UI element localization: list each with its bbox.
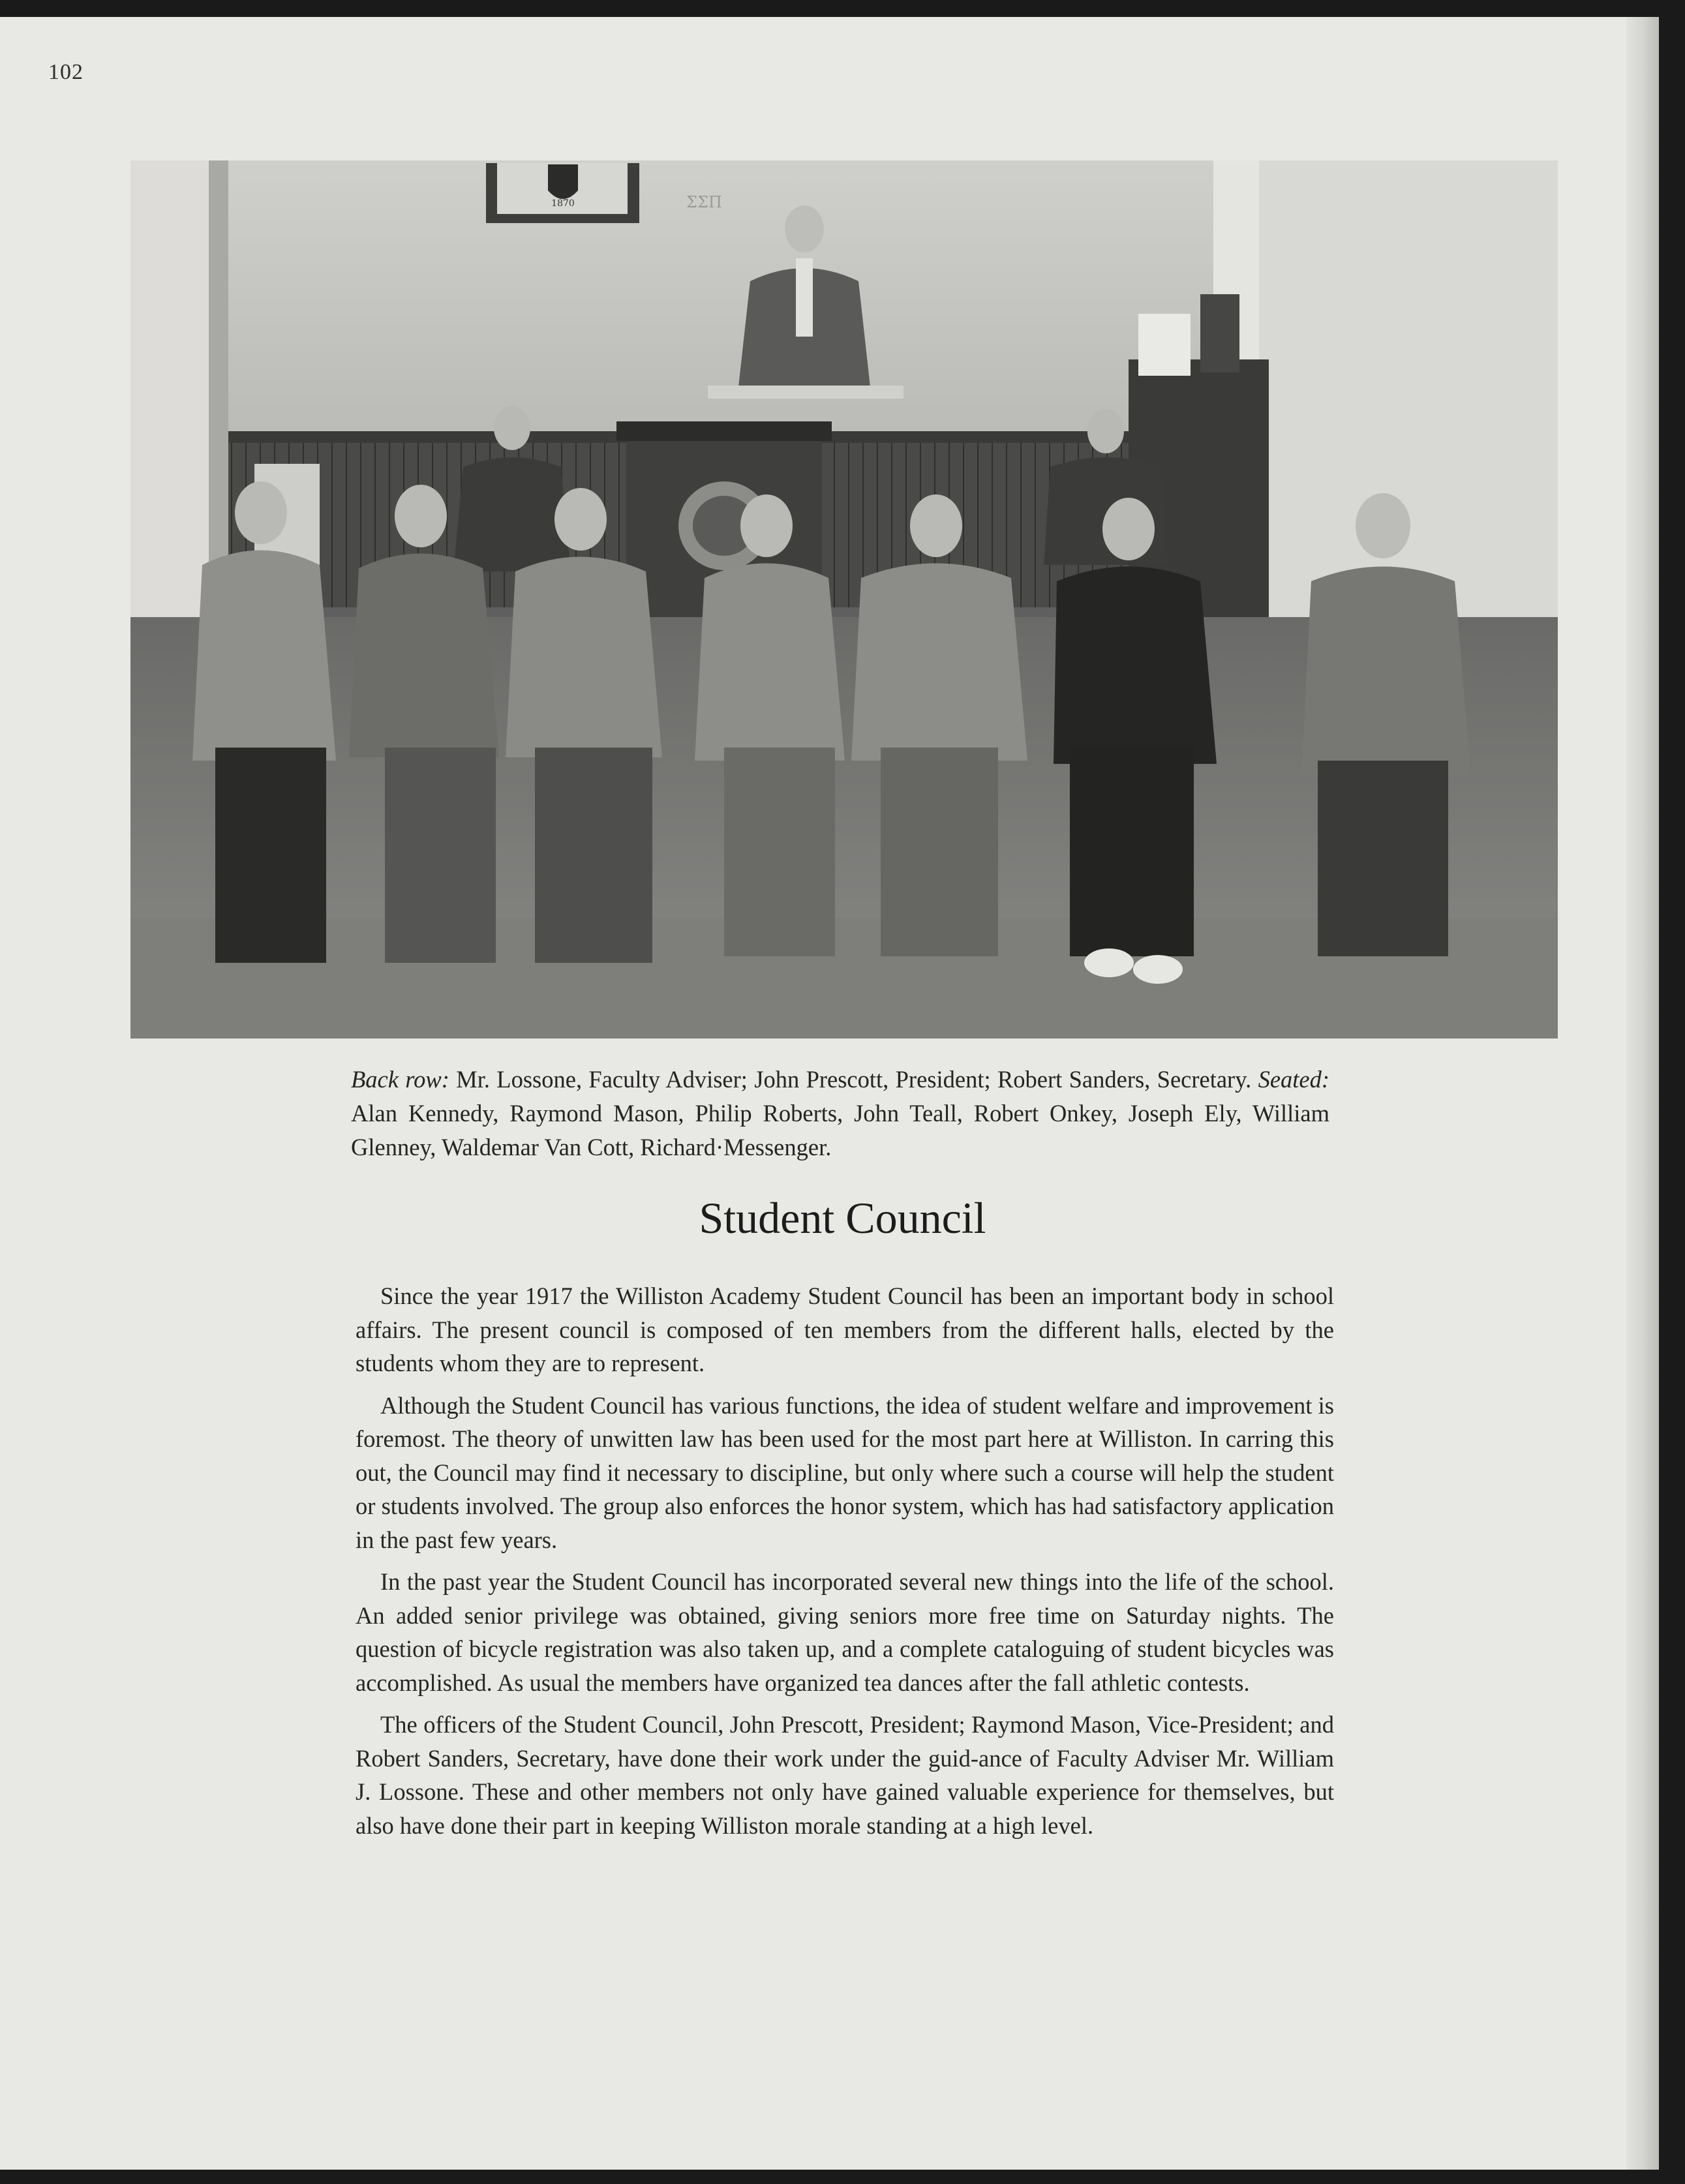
page-number: 102 (48, 60, 83, 84)
svg-text:ΣΣΠ: ΣΣΠ (686, 193, 722, 211)
back-row-names: Mr. Lossone, Faculty Adviser; John Prescott, President; Robert Sanders, Secretary. (456, 1066, 1252, 1093)
svg-text:1870: 1870 (551, 198, 575, 209)
group-photo (130, 160, 1558, 1039)
seated-label: Seated: (1258, 1066, 1330, 1093)
paragraph: Since the year 1917 the Williston Academy Student Council has been an important body in school affairs. The present council is composed of ten members from the different halls, elected by the students whom they are to represent. (356, 1282, 1334, 1376)
group-photo-icon (130, 160, 1558, 1039)
book-gutter (1626, 17, 1659, 2170)
photo-caption (351, 1063, 1329, 1164)
back-row-label: Back row: (351, 1066, 449, 1093)
page-title: Student Council (699, 1193, 986, 1243)
paragraph: The officers of the Student Council, John Prescott, President; Raymond Mason, Vice-President; and Robert Sanders, Secretary, have done their work under the guid-ance of Faculty Adviser Mr. William J. Lossone. These and other members not only have gained valuable experience for themselves, but also have done their part in keeping Williston morale standing at a high level. (356, 1711, 1334, 1839)
article-body (356, 1279, 1334, 1851)
paragraph: In the past year the Student Council has incorporated several new things into the life of the school. An added senior privilege was obtained, giving seniors more free time on Saturday nights. The question of bicycle registration was also taken up, and a complete cataloguing of student bicycles was accomplished. As usual the members have organized tea dances after the fall athletic contests. (356, 1568, 1334, 1696)
seated-names: Alan Kennedy, Raymond Mason, Philip Roberts, John Teall, Robert Onkey, Joseph Ely, William Glenney, Waldemar Van Cott, Richard·Messenger. (351, 1100, 1329, 1160)
yearbook-page (0, 17, 1659, 2170)
paragraph: Although the Student Council has various functions, the idea of student welfare and improvement is foremost. The theory of unwitten law has been used for the most part here at Williston. In carring this out, the Council may find it necessary to discipline, but only where such a course will help the student or students involved. The group also enforces the honor system, which has had satisfactory application in the past few years. (356, 1391, 1334, 1553)
